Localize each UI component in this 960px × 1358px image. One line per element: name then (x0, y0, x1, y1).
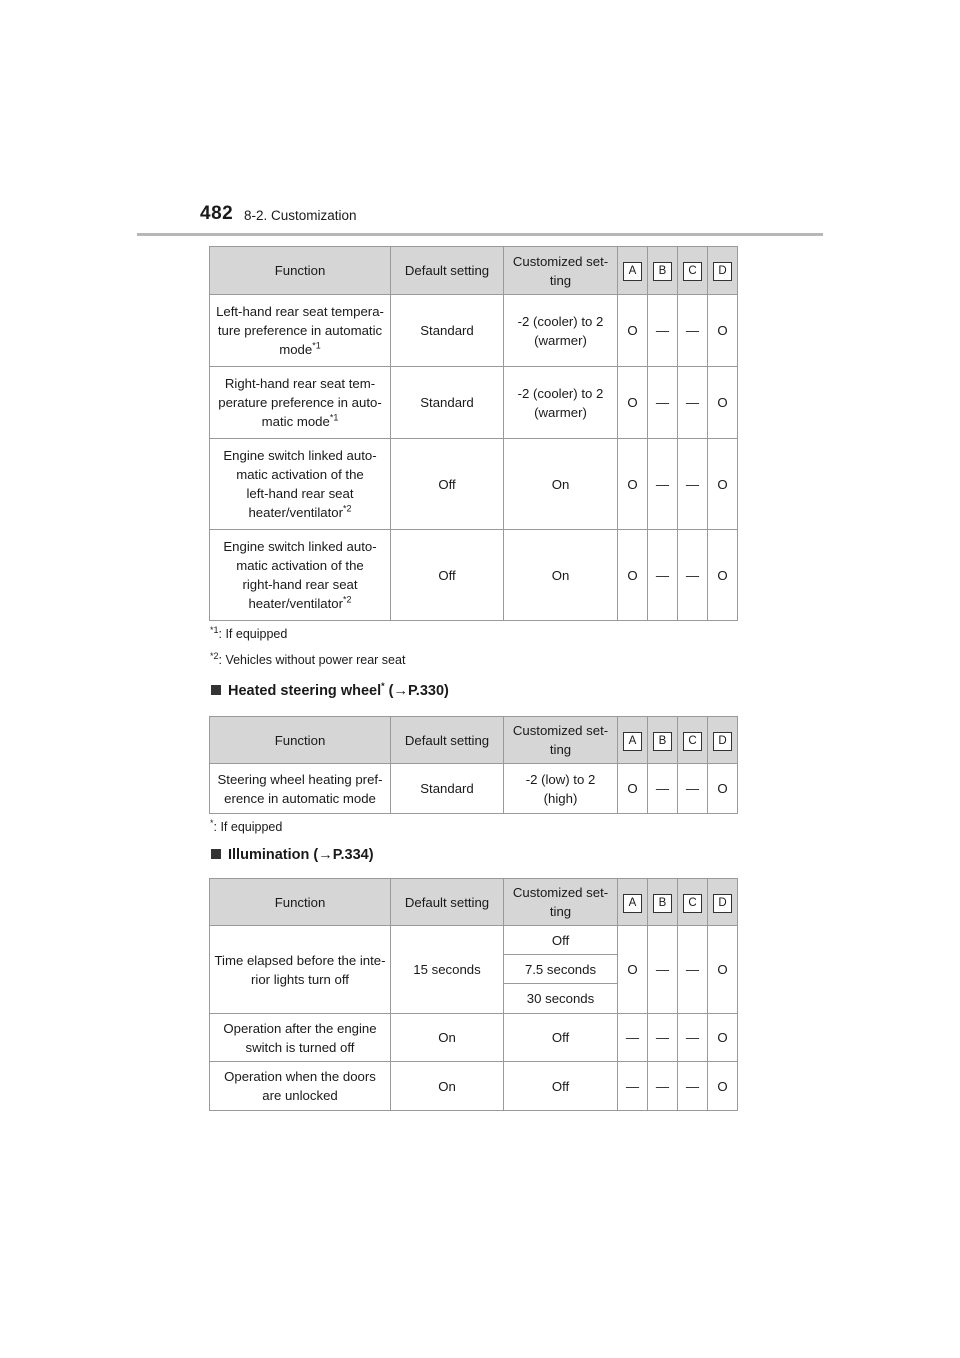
mark-d: O (708, 926, 738, 1014)
heated-steering-heading: Heated steering wheel* (→P.330) (211, 683, 449, 699)
steering-wheel-table (209, 716, 738, 814)
default-cell: Off (391, 439, 504, 530)
col-a (618, 879, 648, 926)
illumination-heading: Illumination (→P.334) (211, 847, 374, 863)
function-cell: Left-hand rear seat tempera- ture preference in automatic mode$^{*1}$ (210, 295, 391, 367)
col-function: Function (210, 879, 391, 926)
mark-d: O (708, 530, 738, 621)
letter-c: C (683, 262, 702, 281)
col-default-setting: Default setting (391, 717, 504, 764)
footnote-2: $^{*2}$: Vehicles without power rear seat (210, 650, 406, 667)
function-cell: Engine switch linked auto- matic activation of the left-hand rear seat heater/ventilator$^{*2}$ (210, 439, 391, 530)
table-row (210, 1062, 738, 1111)
letter-d: D (713, 894, 732, 913)
mark-a: — (618, 1062, 648, 1111)
col-d (708, 717, 738, 764)
col-c (678, 879, 708, 926)
mark-a: O (618, 295, 648, 367)
section-title: 8-2. Customization (244, 208, 357, 223)
customized-cell: -2 (cooler) to 2 (warmer) (504, 295, 618, 367)
col-a (618, 247, 648, 295)
table-row (210, 295, 738, 367)
mark-b: — (648, 764, 678, 814)
customized-cell: Off (504, 1062, 618, 1111)
letter-a: A (623, 262, 642, 281)
col-function: Function (210, 247, 391, 295)
mark-c: — (678, 764, 708, 814)
illumination-table (209, 878, 738, 1111)
col-b (648, 879, 678, 926)
rear-seat-table (209, 246, 738, 621)
mark-d: O (708, 1062, 738, 1111)
letter-c: C (683, 732, 702, 751)
footnote-3: *: If equipped (210, 817, 283, 834)
customized-cell: -2 (low) to 2 (high) (504, 764, 618, 814)
col-c (678, 247, 708, 295)
letter-b: B (653, 894, 672, 913)
col-customized-setting: Customized set- ting (504, 879, 618, 926)
letter-a: A (623, 894, 642, 913)
col-function: Function (210, 717, 391, 764)
mark-c: — (678, 295, 708, 367)
letter-c: C (683, 894, 702, 913)
mark-c: — (678, 367, 708, 439)
function-cell: Operation after the engine switch is turned off (210, 1014, 391, 1062)
mark-b: — (648, 1014, 678, 1062)
option-cell: Off (504, 926, 618, 955)
mark-b: — (648, 295, 678, 367)
function-cell: Right-hand rear seat tem- perature preference in auto- matic mode$^{*1}$ (210, 367, 391, 439)
letter-d: D (713, 262, 732, 281)
option-cell: 30 seconds (504, 984, 618, 1014)
default-cell: On (391, 1062, 504, 1111)
mark-d: O (708, 764, 738, 814)
customized-cell: -2 (cooler) to 2 (warmer) (504, 367, 618, 439)
mark-b: — (648, 530, 678, 621)
square-bullet-icon (211, 849, 221, 859)
default-cell: 15 seconds (391, 926, 504, 1014)
function-cell: Time elapsed before the inte- rior lights turn off (210, 926, 391, 1014)
default-cell: On (391, 1014, 504, 1062)
mark-d: O (708, 367, 738, 439)
mark-a: O (618, 367, 648, 439)
mark-a: O (618, 764, 648, 814)
mark-a: — (618, 1014, 648, 1062)
mark-b: — (648, 926, 678, 1014)
mark-a: O (618, 530, 648, 621)
table-row (210, 530, 738, 621)
table-row (210, 764, 738, 814)
square-bullet-icon (211, 685, 221, 695)
mark-c: — (678, 1014, 708, 1062)
default-cell: Off (391, 530, 504, 621)
table-row (210, 367, 738, 439)
col-default-setting: Default setting (391, 247, 504, 295)
function-cell: Engine switch linked auto- matic activation of the right-hand rear seat heater/ventilator$^{*2}$ (210, 530, 391, 621)
col-customized-setting: Customized set- ting (504, 717, 618, 764)
letter-a: A (623, 732, 642, 751)
col-customized-setting: Customized set- ting (504, 247, 618, 295)
mark-c: — (678, 530, 708, 621)
mark-d: O (708, 439, 738, 530)
function-cell: Steering wheel heating pref- erence in automatic mode (210, 764, 391, 814)
letter-d: D (713, 732, 732, 751)
customized-cell: On (504, 530, 618, 621)
table-row (210, 439, 738, 530)
mark-d: O (708, 1014, 738, 1062)
option-cell: 7.5 seconds (504, 955, 618, 984)
default-cell: Standard (391, 367, 504, 439)
mark-d: O (708, 295, 738, 367)
letter-b: B (653, 732, 672, 751)
table-row (210, 926, 738, 955)
col-a (618, 717, 648, 764)
col-c (678, 717, 708, 764)
mark-c: — (678, 1062, 708, 1111)
col-b (648, 247, 678, 295)
col-d (708, 879, 738, 926)
mark-b: — (648, 367, 678, 439)
footnote-1: $^{*1}$: If equipped (210, 624, 288, 641)
header-rule (137, 233, 823, 236)
mark-c: — (678, 439, 708, 530)
col-b (648, 717, 678, 764)
default-cell: Standard (391, 764, 504, 814)
mark-c: — (678, 926, 708, 1014)
mark-a: O (618, 926, 648, 1014)
col-default-setting: Default setting (391, 879, 504, 926)
default-cell: Standard (391, 295, 504, 367)
col-d (708, 247, 738, 295)
letter-b: B (653, 262, 672, 281)
function-cell: Operation when the doors are unlocked (210, 1062, 391, 1111)
table-header-row (210, 717, 738, 764)
table-header-row (210, 247, 738, 295)
table-header-row (210, 879, 738, 926)
table-row (210, 1014, 738, 1062)
page-number: 482 (200, 203, 234, 224)
mark-b: — (648, 1062, 678, 1111)
mark-b: — (648, 439, 678, 530)
mark-a: O (618, 439, 648, 530)
customized-cell: On (504, 439, 618, 530)
customized-cell: Off (504, 1014, 618, 1062)
